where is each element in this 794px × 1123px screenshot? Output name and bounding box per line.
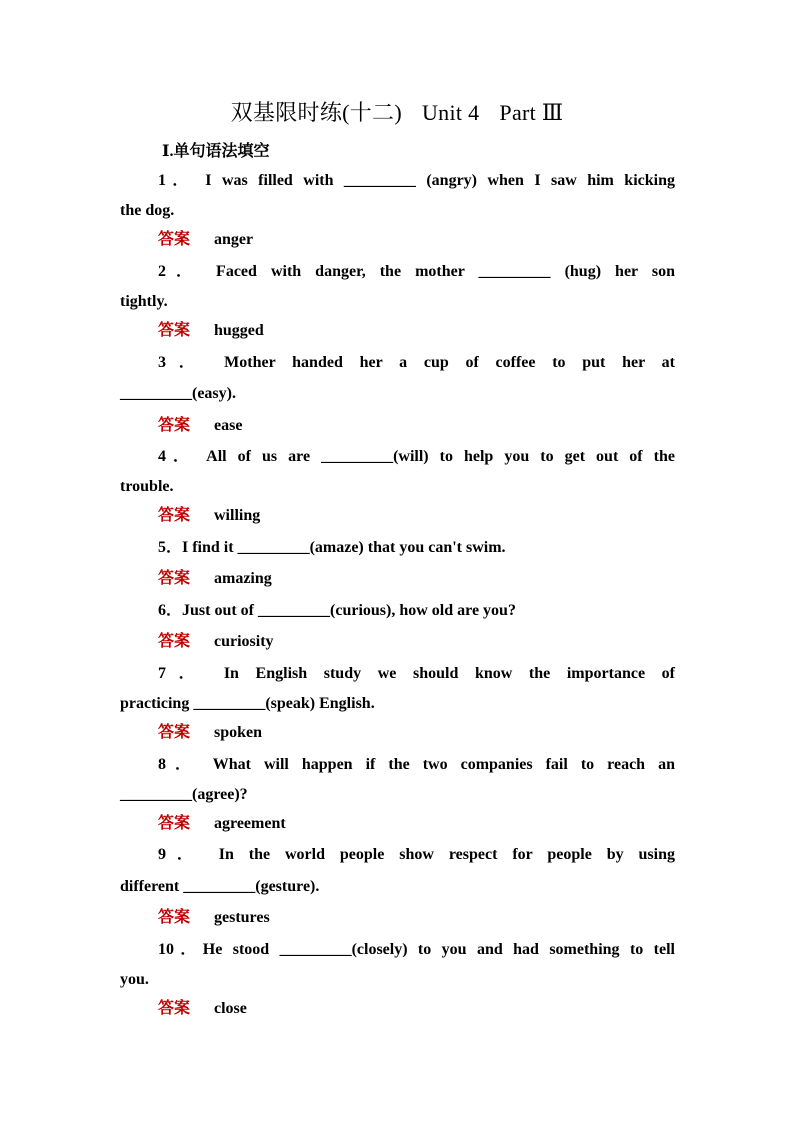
answer-label: 答案 [158,507,191,524]
answer-label: 答案 [158,815,191,832]
question-2-line-2: tightly. [120,293,168,310]
answer-2 [158,321,264,341]
answer-label: 答案 [158,633,191,650]
answer-label: 答案 [158,417,191,434]
answer-4-value: willing [214,507,261,524]
question-9-line-1: 9． In the world people show respect for people by using [158,846,675,863]
answer-label: 答案 [158,322,191,339]
answer-1 [158,230,253,250]
answer-4 [158,506,260,526]
answer-1-value: anger [214,231,254,248]
question-2-line-1: 2． Faced with danger, the mother _________ (hug) her son [158,263,675,280]
answer-7 [158,723,262,743]
title-main: 双基限时练(十二) [230,100,402,125]
answer-8 [158,814,286,834]
answer-label: 答案 [158,724,191,741]
question-1-line-1: 1． I was filled with _________ (angry) when I saw him kicking [158,172,675,189]
answer-10-value: close [214,1000,247,1017]
question-3-line-1: 3． Mother handed her a cup of coffee to put her at [158,354,675,371]
question-4-line-1: 4． All of us are _________(will) to help you to get out of the [158,448,675,465]
question-9-line-2: different _________(gesture). [120,878,320,895]
question-5-line-1: 5．I find it _________(amaze) that you can't swim. [158,539,506,556]
answer-9-value: gestures [214,909,270,926]
answer-label: 答案 [158,909,191,926]
answer-3-value: ease [214,417,243,434]
question-6-line-1: 6．Just out of _________(curious), how old are you? [158,602,516,619]
question-7-line-1: 7． In English study we should know the importance of [158,665,675,682]
answer-5 [158,569,272,589]
question-1-line-2: the dog. [120,202,175,219]
title-part: Part Ⅲ [499,100,564,125]
answer-label: 答案 [158,231,191,248]
question-3-line-2: _________(easy). [120,385,236,402]
answer-5-value: amazing [214,570,272,587]
question-8-line-1: 8． What will happen if the two companies fail to reach an [158,756,675,773]
answer-3 [158,416,242,436]
question-8-line-2: _________(agree)? [120,786,248,803]
answer-10 [158,999,247,1019]
answer-2-value: hugged [214,322,264,339]
question-10-line-2: you. [120,971,149,988]
answer-7-value: spoken [214,724,263,741]
question-10-line-1: 10．He stood _________(closely) to you and had something to tell [158,941,675,958]
question-7-line-2: practicing _________(speak) English. [120,695,375,712]
answer-label: 答案 [158,570,191,587]
answer-6 [158,632,274,652]
section-heading: Ⅰ.单句语法填空 [162,143,270,160]
answer-6-value: curiosity [214,633,274,650]
question-4-line-2: trouble. [120,478,174,495]
answer-label: 答案 [158,1000,191,1017]
answer-9 [158,908,270,928]
page-title [0,96,794,127]
answer-8-value: agreement [214,815,286,832]
title-unit: Unit 4 [421,100,480,125]
